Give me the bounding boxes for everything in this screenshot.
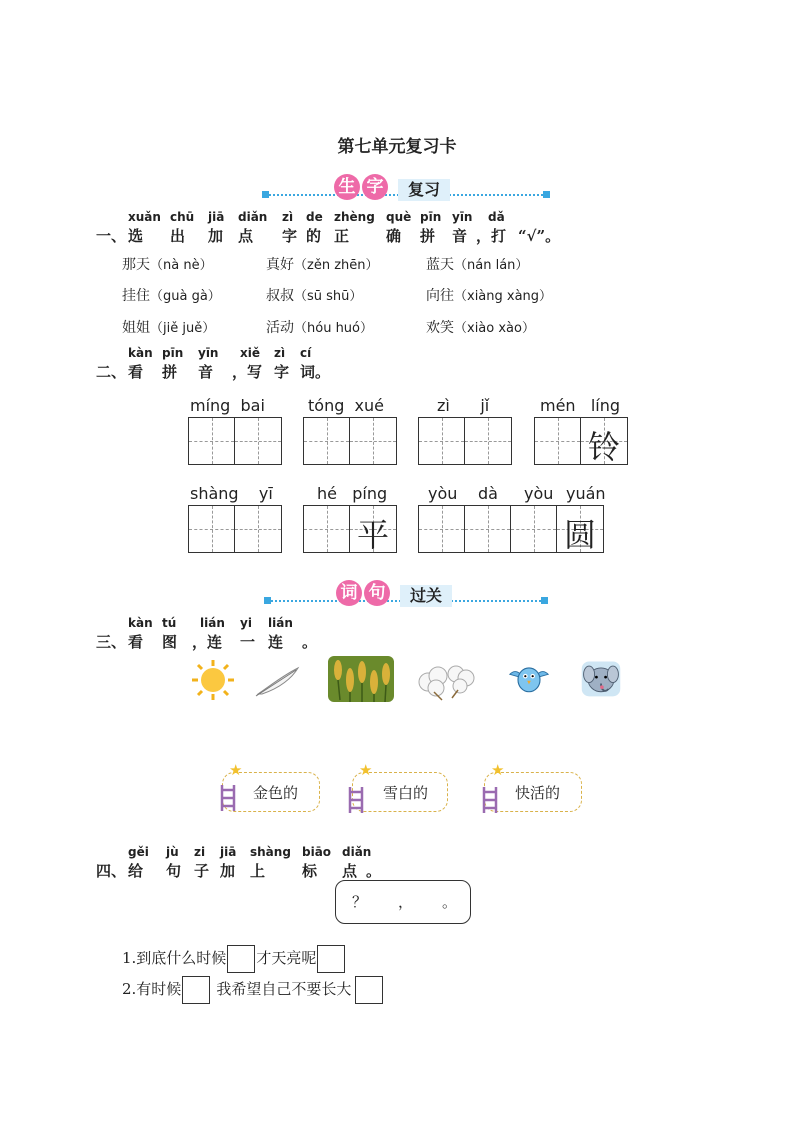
grid-pinyin [190, 484, 273, 503]
punct-period[interactable]: 。 [442, 893, 458, 911]
ladder-icon [481, 787, 499, 813]
word-item [266, 317, 373, 337]
pinyin-choices[interactable]: （xiào xào） [454, 321, 535, 336]
pinyin: jǐ [480, 396, 490, 415]
pinyin: tú [162, 616, 177, 630]
banner-char-1: 生 [334, 174, 360, 200]
option-box[interactable] [484, 761, 582, 812]
sentence-text: 2.有时候 [122, 980, 182, 998]
rice-field-icon[interactable] [328, 656, 394, 702]
hanzi: 句 [166, 862, 182, 880]
banner-dot [541, 597, 548, 604]
pinyin: jù [166, 845, 179, 859]
question-3-heading [96, 616, 322, 651]
punctuation-box [335, 880, 471, 924]
punct-blank[interactable] [355, 976, 383, 1004]
pinyin: biāo [302, 845, 332, 859]
pinyin-choices[interactable]: （hóu huó） [294, 321, 373, 336]
pinyin: diǎn [342, 845, 372, 859]
grid-cell[interactable] [304, 506, 350, 552]
pinyin-choices[interactable]: （guà gà） [150, 289, 221, 304]
grid-cell[interactable] [581, 418, 627, 464]
word-item [426, 254, 528, 274]
hanzi: 看 [128, 633, 144, 651]
option-label: 快活的 [515, 784, 561, 802]
sun-icon[interactable] [188, 658, 238, 702]
pinyin-choices[interactable]: （nà nè） [150, 258, 213, 273]
option-label: 雪白的 [383, 784, 429, 802]
pinyin: yi [240, 616, 252, 630]
pinyin: zhèng [334, 210, 375, 224]
writing-grid[interactable] [303, 417, 397, 465]
grid-pinyin [437, 396, 489, 415]
hanzi: 看 [128, 363, 144, 381]
pinyin: què [386, 210, 412, 224]
grid-pinyin [540, 396, 620, 415]
question-pinyin [96, 845, 386, 860]
hanzi: 。 [302, 633, 318, 651]
hanzi: 选 [128, 227, 144, 245]
question-pinyin [96, 616, 322, 631]
hanzi: 加 [220, 862, 236, 880]
grid-cell[interactable] [235, 506, 281, 552]
hanzi: 出 [170, 227, 186, 245]
pinyin: píng [352, 484, 388, 503]
grid-cell[interactable] [557, 506, 603, 552]
hanzi: ，连 [192, 633, 223, 651]
pinyin: zì [274, 346, 286, 360]
grid-cell[interactable] [419, 506, 465, 552]
word: 活动 [266, 320, 294, 336]
question-pinyin [96, 210, 578, 225]
grid-cell[interactable] [465, 506, 511, 552]
writing-grid[interactable] [418, 417, 512, 465]
word: 向往 [426, 288, 454, 304]
grid-cell[interactable] [535, 418, 581, 464]
pinyin: dà [478, 484, 498, 503]
pinyin: kàn [128, 616, 153, 630]
pinyin: bai [240, 396, 265, 415]
hanzi: 。 [366, 862, 382, 880]
hanzi: 图 [162, 633, 178, 651]
star-icon: ★ [359, 761, 373, 779]
word: 那天 [122, 257, 150, 273]
pinyin: dǎ [488, 210, 505, 224]
question-2-heading [96, 346, 350, 381]
star-icon: ★ [229, 761, 243, 779]
word: 姐姐 [122, 320, 150, 336]
grid-cell[interactable] [350, 418, 396, 464]
punct-comma[interactable]: ， [398, 893, 414, 911]
grid-char: 铃 [587, 428, 620, 466]
hanzi: 拼 [162, 363, 178, 381]
hanzi: 音 [198, 363, 214, 381]
hanzi: 点 [238, 227, 254, 245]
hanzi: 正 [334, 227, 350, 245]
grid-pinyin [190, 396, 265, 415]
pinyin: de [306, 210, 323, 224]
pinyin: gěi [128, 845, 149, 859]
word-item [426, 285, 552, 305]
writing-grid[interactable] [188, 505, 282, 553]
hanzi: 确 [386, 227, 402, 245]
hanzi: 拼 [420, 227, 436, 245]
hanzi: 点 [342, 862, 358, 880]
pinyin: líng [590, 396, 621, 415]
banner-dot [264, 597, 271, 604]
word-item [122, 317, 215, 337]
sentence-1 [122, 945, 346, 973]
question-text [96, 361, 350, 381]
pinyin: cí [300, 346, 312, 360]
feather-icon[interactable] [252, 660, 302, 704]
pinyin: yòu [428, 484, 458, 503]
question-number: 一、 [96, 227, 127, 245]
hanzi: 一 [240, 633, 256, 651]
hanzi: 字 [282, 227, 298, 245]
word-item [122, 254, 213, 274]
question-4-heading [96, 845, 386, 880]
writing-grid[interactable] [418, 505, 604, 553]
grid-cell[interactable] [235, 418, 281, 464]
grid-char: 平 [356, 516, 389, 554]
question-text [96, 631, 322, 651]
pinyin: yòu [524, 484, 554, 503]
pinyin: lián [268, 616, 293, 630]
section-banner-sentences [264, 580, 548, 610]
pinyin: mén [540, 396, 576, 415]
punct-blank[interactable] [182, 976, 210, 1004]
hanzi: 上 [250, 862, 266, 880]
option-box[interactable] [352, 761, 448, 812]
pinyin: zì [282, 210, 294, 224]
question-text [96, 225, 578, 245]
punct-question[interactable]: ？ [352, 893, 368, 911]
question-pinyin [96, 346, 350, 361]
word: 叔叔 [266, 288, 294, 304]
star-icon: ★ [491, 761, 505, 779]
pinyin: yī [258, 484, 273, 503]
question-number: 三、 [96, 633, 127, 651]
grid-cell[interactable] [189, 418, 235, 464]
pinyin: hé [317, 484, 337, 503]
hanzi: 音 [452, 227, 468, 245]
hanzi: “√”。 [518, 227, 561, 245]
writing-grid[interactable] [534, 417, 628, 465]
hanzi: 的 [306, 227, 322, 245]
banner-dot [262, 191, 269, 198]
grid-cell[interactable] [465, 418, 511, 464]
hanzi: 加 [208, 227, 224, 245]
pinyin: jiā [208, 210, 225, 224]
grid-cell[interactable] [350, 506, 396, 552]
word-item [426, 317, 535, 337]
pinyin-choices[interactable]: （xiàng xàng） [454, 289, 553, 304]
bluebird-icon[interactable] [504, 656, 554, 700]
banner-char-2: 句 [364, 580, 390, 606]
pinyin: lián [200, 616, 225, 630]
question-number: 四、 [96, 862, 127, 880]
question-1-heading [96, 210, 578, 245]
banner-label: 过关 [400, 585, 452, 607]
punct-blank[interactable] [317, 945, 345, 973]
pinyin: shàng [190, 484, 239, 503]
sentence-text: 才天亮呢 [256, 949, 317, 967]
hanzi: 给 [128, 862, 144, 880]
option-box[interactable] [222, 761, 320, 812]
pinyin: yīn [452, 210, 473, 224]
grid-cell[interactable] [511, 506, 557, 552]
pinyin: xué [354, 396, 384, 415]
grid-pinyin [428, 484, 612, 503]
elephant-icon[interactable] [576, 656, 626, 700]
pinyin-choices[interactable]: （zěn zhēn） [294, 258, 379, 273]
word: 真好 [266, 257, 294, 273]
page-title: 第七单元复习卡 [337, 137, 457, 157]
sentence-text: 我希望自己不要长大 [216, 980, 352, 998]
pinyin-choices[interactable]: （nán lán） [454, 258, 529, 273]
question-number: 二、 [96, 363, 127, 381]
cotton-icon[interactable] [414, 658, 480, 702]
pinyin: yuán [566, 484, 606, 503]
sentence-2 [122, 976, 384, 1004]
word: 蓝天 [426, 257, 454, 273]
pinyin-choices[interactable]: （sū shū） [294, 289, 363, 304]
ladder-icon [347, 787, 365, 813]
pinyin: xuǎn [128, 210, 161, 224]
grid-char: 圆 [563, 516, 596, 554]
pinyin: diǎn [238, 210, 268, 224]
writing-grid[interactable] [188, 417, 282, 465]
grid-cell[interactable] [304, 418, 350, 464]
writing-grid[interactable] [303, 505, 397, 553]
grid-pinyin [317, 484, 387, 503]
ladder-icon [219, 785, 237, 811]
pinyin: kàn [128, 346, 153, 360]
banner-dot [543, 191, 550, 198]
banner-char-2: 字 [362, 174, 388, 200]
word: 挂住 [122, 288, 150, 304]
pinyin: shàng [250, 845, 291, 859]
pinyin: yīn [198, 346, 219, 360]
hanzi: 子 [194, 862, 210, 880]
banner-label: 复习 [398, 179, 450, 201]
section-banner-review [262, 174, 550, 204]
pinyin: tóng [308, 396, 345, 415]
banner-char-1: 词 [336, 580, 362, 606]
pinyin: chū [170, 210, 195, 224]
word: 欢笑 [426, 320, 454, 336]
pinyin: zì [437, 396, 450, 415]
pinyin: pīn [420, 210, 442, 224]
option-label: 金色的 [253, 784, 299, 802]
grid-cell[interactable] [419, 418, 465, 464]
pinyin-choices[interactable]: （jiě juě） [150, 321, 216, 336]
word-item [266, 285, 362, 305]
hanzi: 连 [268, 633, 284, 651]
hanzi: 词。 [300, 363, 331, 381]
question-text [96, 860, 386, 880]
pinyin: pīn [162, 346, 184, 360]
word-item [266, 254, 379, 274]
pinyin: míng [190, 396, 231, 415]
punct-blank[interactable] [227, 945, 255, 973]
hanzi: ，写 [232, 363, 263, 381]
grid-pinyin [308, 396, 384, 415]
pinyin: zi [194, 845, 206, 859]
pinyin: xiě [240, 346, 260, 360]
hanzi: 字 [274, 363, 290, 381]
grid-cell[interactable] [189, 506, 235, 552]
pinyin: jiā [220, 845, 237, 859]
hanzi: 标 [302, 862, 318, 880]
sentence-text: 1.到底什么时候 [122, 949, 227, 967]
hanzi: ，打 [476, 227, 507, 245]
word-item [122, 285, 221, 305]
